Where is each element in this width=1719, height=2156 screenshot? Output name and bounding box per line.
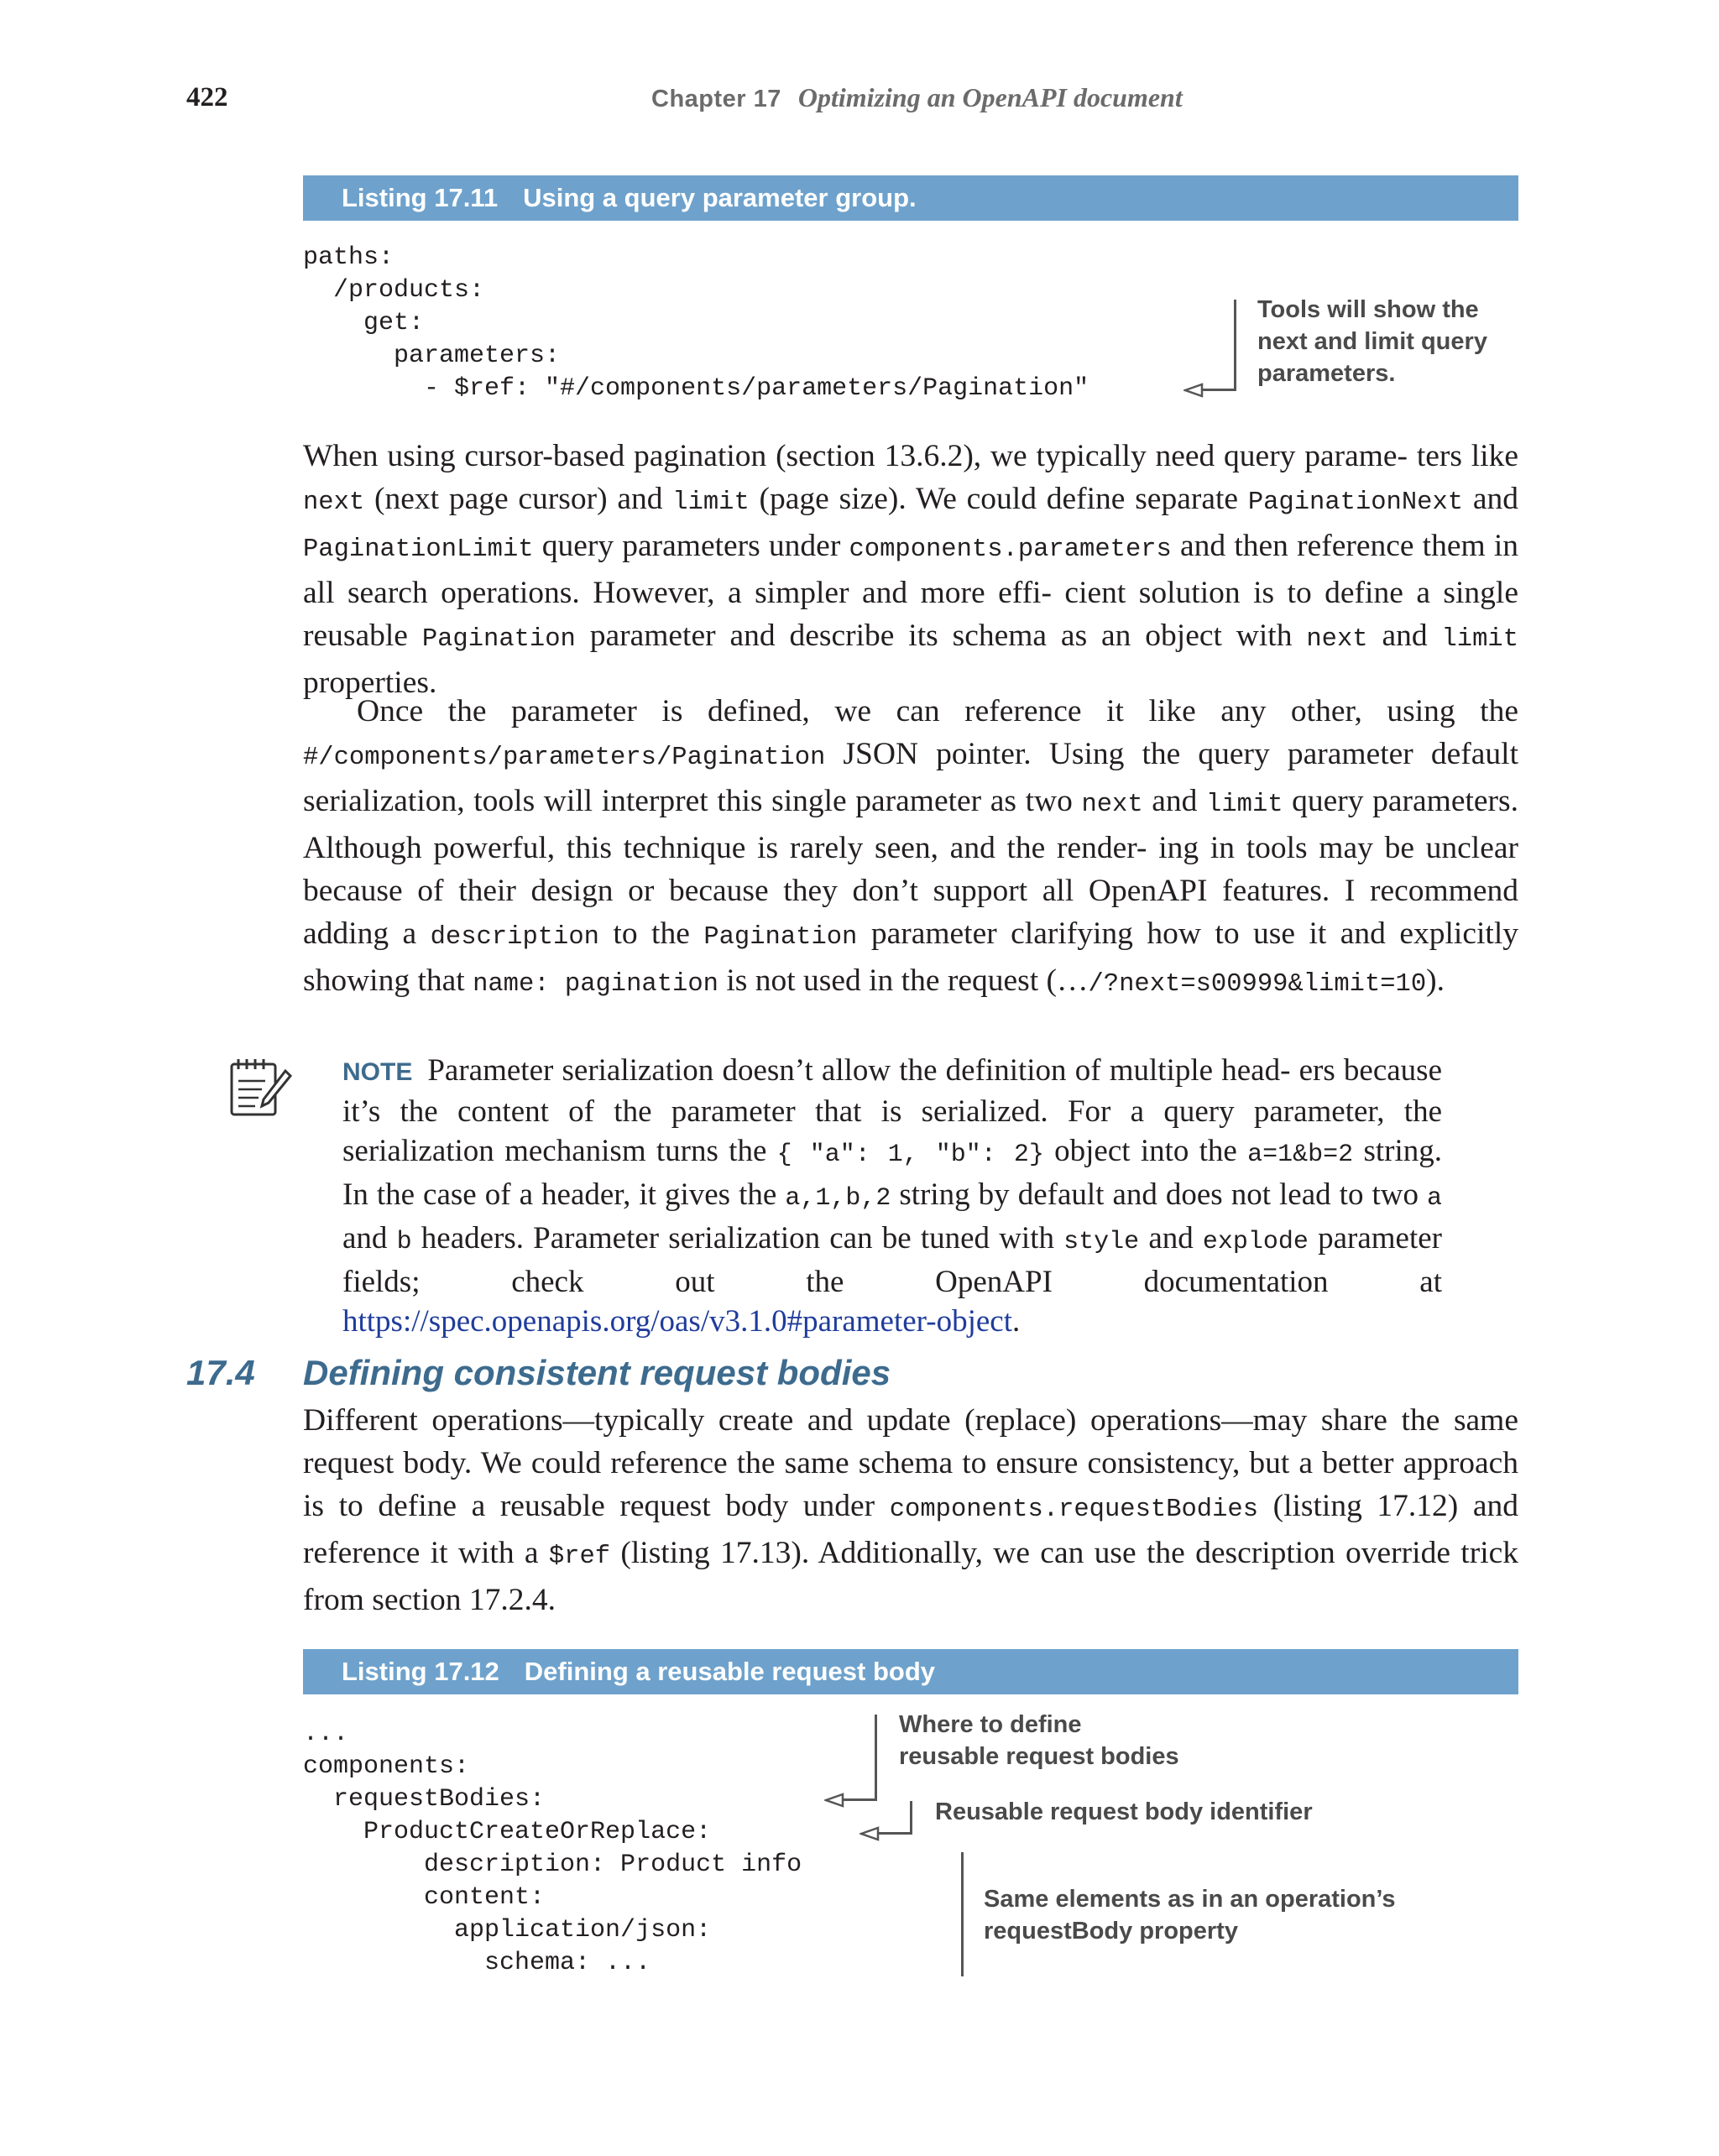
listing-17-11-annotation: Tools will show the next and limit query parameters. [1257,296,1487,387]
text-run: string by default and does not lead to two [891,1177,1427,1212]
text-run: Once the parameter is defined, we can reference it like any other, using the [357,694,1518,728]
text-run: (next page cursor) and [364,482,673,516]
running-head [651,82,1183,113]
section-title: Defining consistent request bodies [303,1353,891,1392]
text-run: . [1011,1304,1021,1339]
code-run: next [1306,625,1368,654]
text-run: Different operations—typically create and update (replace) operations—may share the same request body. We could reference the same schema to ensure consistency, but a better approach is to define a reusable request body under [303,1403,1518,1523]
callout-arrow-icon [1183,382,1204,403]
text-run: and [1367,619,1442,653]
code-run: limit [1206,791,1283,819]
listing-number: Listing 17.12 [342,1657,499,1686]
paragraph-1 [303,435,1518,704]
listing-17-12-code: ... components: requestBodies: ProductCreateOrReplace: description: Product info content: application/json: schema: ... [303,1720,802,1977]
text-run: (listing 17.13). Additionally, we can use the description override trick from section 17.2.4. [303,1536,1519,1617]
code-run: PaginationNext [1247,488,1464,517]
text-run: and [1463,482,1518,516]
text-run: query parameters. Although powerful, this technique is rarely seen, and the render- ing in tools may be unclear because of their design or because they don’t support all OpenAPI features. I recommend adding a [303,784,1518,951]
text-run: When using cursor-based pagination (section 13.6.2), we typically need query parame- ters like [303,439,1518,473]
text-run: query parameters under [533,529,849,563]
code-run: name: pagination [473,970,718,999]
listing-caption: Using a query parameter group. [523,183,917,212]
text-run: to the [598,916,704,951]
text-run: string. In the case of a header, it gives the [342,1134,1442,1212]
code-run: next [1081,791,1143,819]
callout-line [961,1852,964,1976]
text-run: object into the [1043,1134,1248,1168]
paragraph-2 [303,690,1518,1006]
code-run: components.parameters [849,535,1172,564]
text-run: parameter and describe its schema as an object with [575,619,1307,653]
text-run: parameter fields; check out the OpenAPI documentation at [342,1221,1442,1299]
callout-line [1202,389,1236,391]
code-run: description [430,923,599,952]
listing-caption: Defining a reusable request body [524,1657,936,1686]
code-run: limit [1441,625,1518,654]
text-run: (listing 17.12) and reference it with a [303,1489,1519,1570]
listing-17-12-annotation-1: Where to define reusable request bodies [899,1711,1179,1770]
code-run: /?next=s00999&limit=10 [1088,970,1427,999]
code-run: b [396,1228,412,1256]
callout-line [843,1798,877,1801]
listing-17-11-bar [303,175,1518,221]
code-run: components.requestBodies [889,1496,1259,1524]
chapter-title: Optimizing an OpenAPI document [797,82,1183,112]
code-run: Pagination [421,625,576,654]
text-run: properties. [303,666,437,700]
text-run: and [342,1221,397,1255]
listing-17-12-annotation-3: Same elements as in an operation’s requestBody property [984,1886,1396,1945]
page-number: 422 [186,82,228,112]
section-number: 17.4 [186,1353,255,1392]
code-run: a,1,b,2 [785,1184,891,1213]
text-run: and [1139,1221,1203,1255]
code-run: style [1063,1228,1140,1256]
note-icon [227,1056,292,1125]
code-run: $ref [548,1543,611,1571]
text-run: (page size). We could define separate [749,482,1248,516]
callout-line [910,1801,912,1835]
code-run: limit [672,488,750,517]
note-block [342,1051,1442,1341]
chapter-label: Chapter 17 [651,86,781,112]
listing-17-12-bar [303,1649,1518,1694]
code-run: Pagination [703,923,858,952]
text-run: ). [1426,963,1445,998]
callout-line [878,1832,912,1835]
spec-link[interactable]: https://spec.openapis.org/oas/v3.1.0#parameter-object [342,1304,1012,1339]
code-run: explode [1202,1228,1309,1256]
code-run: #/components/parameters/Pagination [303,744,826,772]
text-run: parameter clarifying how to use it and explicitly showing that [303,916,1519,998]
text-run: and [1142,784,1207,818]
callout-arrow-icon [824,1792,844,1813]
note-label: NOTE [342,1058,413,1086]
text-run: JSON pointer. Using the query parameter default serialization, tools will interpret this single parameter as two [303,737,1518,818]
text-run: is not used in the request (… [718,963,1089,998]
code-run: a=1&b=2 [1247,1141,1354,1169]
text-run: headers. Parameter serialization can be tuned with [411,1221,1064,1255]
listing-17-12-annotation-2: Reusable request body identifier [935,1798,1313,1825]
code-run: a [1426,1184,1442,1213]
callout-line [1234,300,1236,390]
text-run: Parameter serialization doesn’t allow the definition of multiple head- ers because it’s the content of the parameter that is serialized. For a query parameter, the serialization mechanism turns the [342,1053,1442,1168]
code-run: next [303,488,365,517]
code-run: PaginationLimit [303,535,534,564]
callout-line [875,1715,877,1801]
paragraph-3 [303,1399,1518,1621]
listing-17-11-code: paths: /products: get: parameters: - $ref: "#/components/parameters/Pagination" [303,243,1089,403]
code-run: { "a": 1, "b": 2} [776,1141,1044,1169]
listing-number: Listing 17.11 [342,183,499,212]
text-run: and then reference them in all search operations. However, a simpler and more effi- cient solution is to define a single reusable [303,529,1519,653]
callout-arrow-icon [860,1825,880,1846]
